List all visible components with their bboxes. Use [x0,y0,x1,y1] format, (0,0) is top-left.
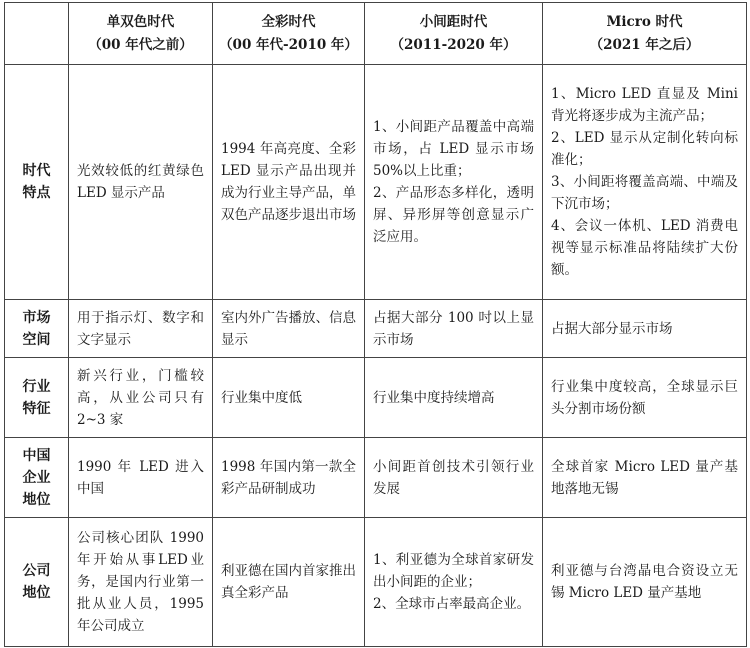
col-subtitle: （00 年代之前） [88,36,193,53]
cell: 新兴行业，门槛较高，从业公司只有 2~3 家 [69,358,213,438]
row-label: 行业 特征 [5,358,69,438]
row-china-enterprise-position [5,438,747,518]
cell: 1、Micro LED 直显及 Mini 背光将逐步成为主流产品； 2、LED 显示从定制化转向标准化； 3、小间距将覆盖高端、中端及下沉市场； 4、会议一体机、LED 消费电视等显示标准品将陆续扩大份额。 [543,65,747,300]
row-era-characteristics [5,65,747,300]
row-label: 时代 特点 [5,65,69,300]
row-company-position [5,518,747,647]
row-market-space [5,300,747,358]
col-header-smallpitch-era [365,3,543,65]
cell: 利亚德在国内首家推出真全彩产品 [213,518,365,647]
col-header-mono-era [69,3,213,65]
cell: 公司核心团队 1990 年开始从事LED业务，是国内行业第一批从业人员，1995 年公司成立 [69,518,213,647]
cell: 1994 年高亮度、全彩 LED 显示产品出现并成为行业主导产品，单双色产品逐步退出市场 [213,65,365,300]
col-title: 单双色时代 [106,13,175,30]
col-title: Micro 时代 [606,13,683,30]
cell: 全球首家 Micro LED 量产基地落地无锡 [543,438,747,518]
row-label: 中国 企业 地位 [5,438,69,518]
col-subtitle: （2021 年之后） [589,36,700,53]
col-header-fullcolor-era [213,3,365,65]
col-title: 小间距时代 [419,13,488,30]
cell: 行业集中度持续增高 [365,358,543,438]
cell: 1、小间距产品覆盖中高端市场，占 LED 显示市场 50%以上比重； 2、产品形态多样化，透明屏、异形屏等创意显示广泛应用。 [365,65,543,300]
corner-cell [5,3,69,65]
cell: 1990 年 LED 进入中国 [69,438,213,518]
cell: 占据大部分显示市场 [543,300,747,358]
cell: 行业集中度较高，全球显示巨头分割市场份额 [543,358,747,438]
cell: 利亚德与台湾晶电合资设立无锡 Micro LED 量产基地 [543,518,747,647]
cell: 室内外广告播放、信息显示 [213,300,365,358]
row-label: 公司 地位 [5,518,69,647]
row-industry-features [5,358,747,438]
col-header-micro-era [543,3,747,65]
header-row [5,3,747,65]
cell: 小间距首创技术引领行业发展 [365,438,543,518]
cell: 用于指示灯、数字和文字显示 [69,300,213,358]
cell: 占据大部分 100 吋以上显示市场 [365,300,543,358]
col-subtitle: （2011-2020 年） [390,36,517,53]
col-title: 全彩时代 [261,13,316,30]
row-label: 市场 空间 [5,300,69,358]
cell: 1998 年国内第一款全彩产品研制成功 [213,438,365,518]
led-era-comparison-table [4,2,747,647]
col-subtitle: （00 年代-2010 年） [219,36,358,53]
cell: 行业集中度低 [213,358,365,438]
cell: 光效较低的红黄绿色 LED 显示产品 [69,65,213,300]
cell: 1、利亚德为全球首家研发出小间距的企业； 2、全球市占率最高企业。 [365,518,543,647]
